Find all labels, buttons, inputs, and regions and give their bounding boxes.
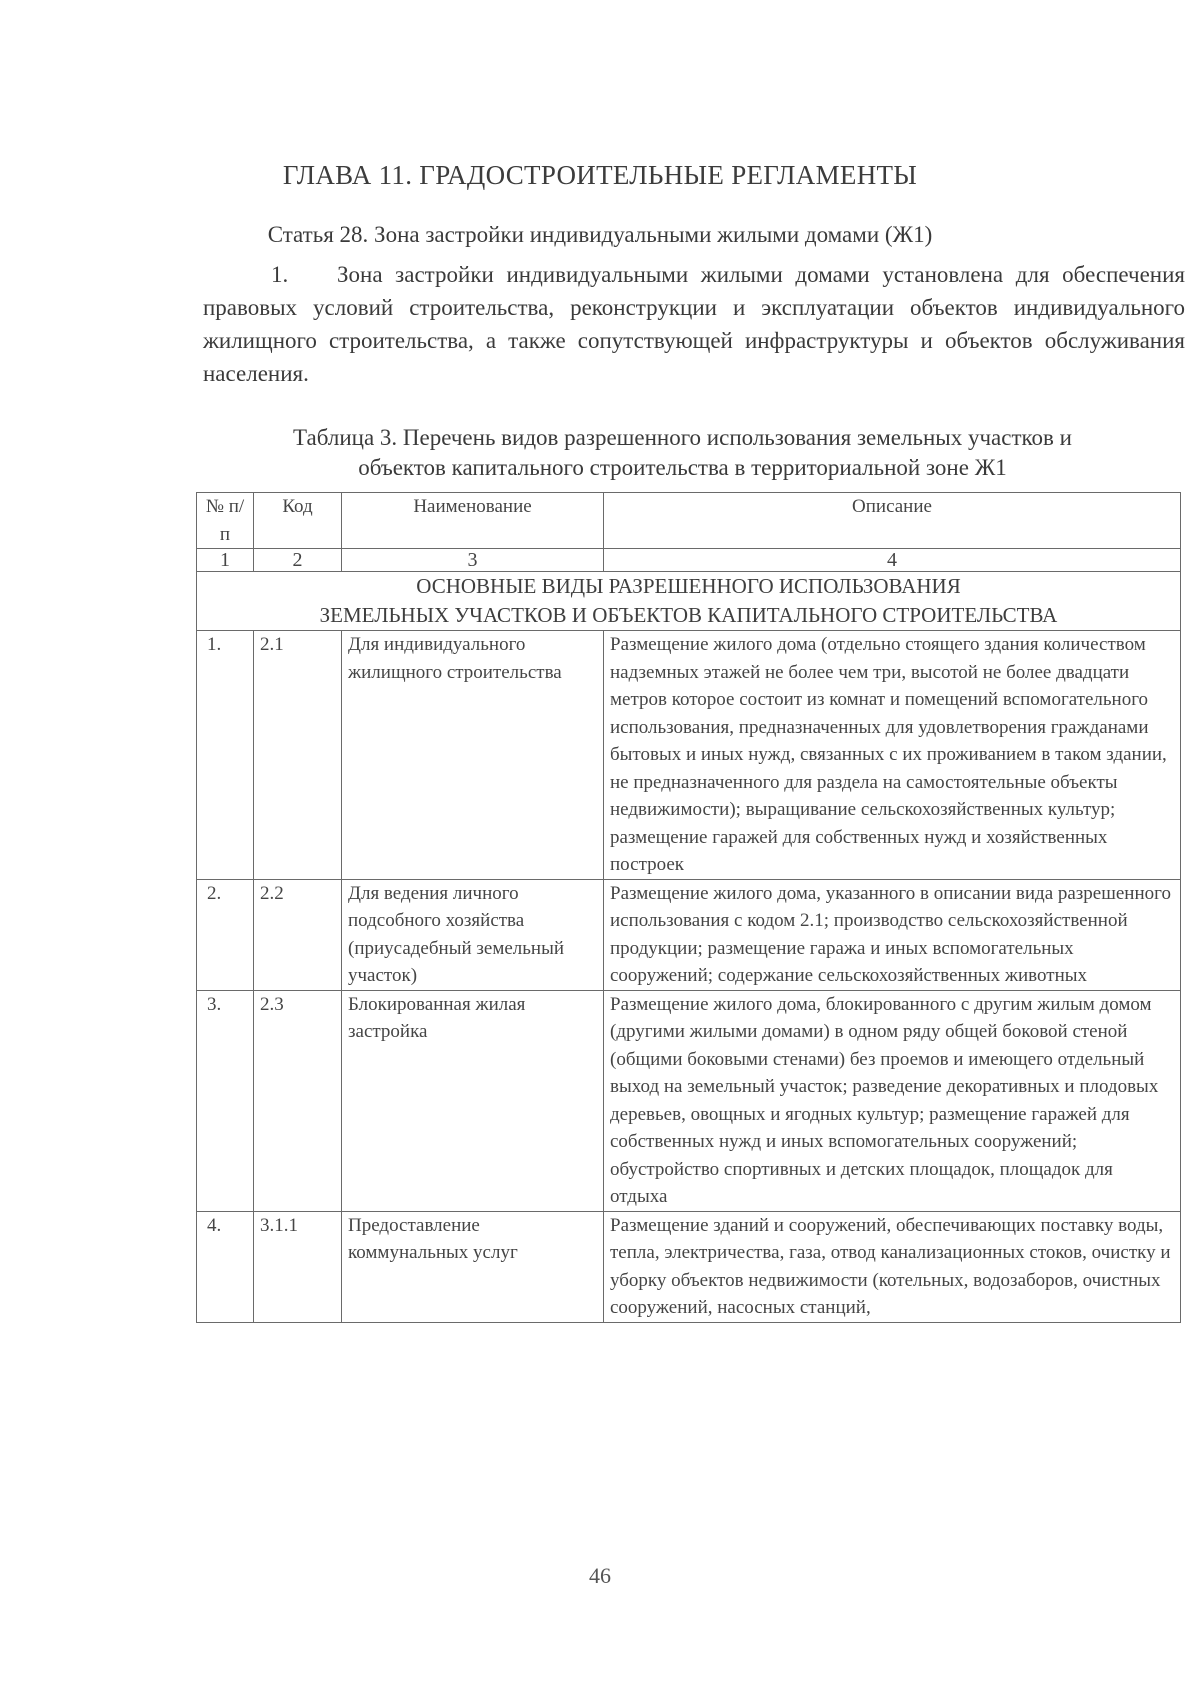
row-code: 3.1.1: [254, 1211, 342, 1322]
table-row: [197, 879, 1181, 990]
row-desc: Размещение жилого дома (отдельно стоящего здания количеством надземных этажей не более чем три, высотой не более двадцати метров которое состоит из комнат и помещений вспомогательного использования, предназначенных для удовлетворения гражданами бытовых и иных нужд, связанных с их проживанием в таком здании, не предназначенного для раздела на самостоятельные объекты недвижимости); выращивание сельскохозяйственных культур; размещение гаражей для собственных нужд и хозяйственных построек: [604, 631, 1181, 880]
row-code: 2.3: [254, 990, 342, 1211]
article-title: Статья 28. Зона застройки индивидуальными жилыми домами (Ж1): [267, 222, 933, 247]
row-num: 2.: [197, 879, 254, 990]
paragraph-text: Зона застройки индивидуальными жилыми домами установлена для обеспечения правовых условий строительства, реконструкции и эксплуатации объектов индивидуального жилищного строительства, а также сопутствующей инфраструктуры и объектов обслуживания населения.: [203, 262, 1185, 386]
section-header-line: ОСНОВНЫЕ ВИДЫ РАЗРЕШЕННОГО ИСПОЛЬЗОВАНИЯ: [416, 574, 961, 598]
paragraph-number: 1.: [271, 262, 289, 287]
row-desc: Размещение жилого дома, блокированного с другим жилым домом (другими жилыми домами) в одном ряду общей боковой стеной (общими боковыми стенами) без проемов и имеющего отдельный выход на земельный участок; разведение декоративных и плодовых деревьев, овощных и ягодных культур; размещение гаражей для собственных нужд и иных вспомогательных сооружений; обустройство спортивных и детских площадок, площадок для отдыха: [604, 990, 1181, 1211]
page-number: 46: [589, 1563, 611, 1588]
row-desc: Размещение зданий и сооружений, обеспечивающих поставку воды, тепла, электричества, газа, отвод канализационных стоков, очистку и уборку объектов недвижимости (котельных, водозаборов, очистных сооружений, насосных станций,: [604, 1211, 1181, 1322]
table-caption-line: Таблица 3. Перечень видов разрешенного использования земельных участков и: [293, 425, 1072, 450]
column-number-row: [197, 549, 1181, 572]
row-num: 1.: [197, 631, 254, 880]
section-header: [197, 572, 1181, 631]
table-header-row: [197, 493, 1181, 549]
table-row: [197, 631, 1181, 880]
table-caption: [180, 423, 1185, 483]
row-num: 3.: [197, 990, 254, 1211]
section-header-line: ЗЕМЕЛЬНЫХ УЧАСТКОВ И ОБЪЕКТОВ КАПИТАЛЬНОГО СТРОИТЕЛЬСТВА: [319, 603, 1058, 627]
permitted-use-table: [196, 492, 1181, 1323]
row-name: Предоставление коммунальных услуг: [342, 1211, 604, 1322]
header-code: Код: [254, 493, 342, 549]
row-name: Блокированная жилая застройка: [342, 990, 604, 1211]
column-number: 1: [197, 549, 254, 572]
article-paragraph: [203, 258, 1185, 390]
table-row: [197, 1211, 1181, 1322]
row-code: 2.1: [254, 631, 342, 880]
chapter-title: ГЛАВА 11. ГРАДОСТРОИТЕЛЬНЫЕ РЕГЛАМЕНТЫ: [282, 160, 918, 190]
row-name: Для ведения личного подсобного хозяйства (приусадебный земельный участок): [342, 879, 604, 990]
column-number: 3: [342, 549, 604, 572]
header-num: № п/п: [197, 493, 254, 549]
table-row: [197, 990, 1181, 1211]
row-desc: Размещение жилого дома, указанного в описании вида разрешенного использования с кодом 2.1; производство сельскохозяйственной продукции; размещение гаража и иных вспомогательных сооружений; содержание сельскохозяйственных животных: [604, 879, 1181, 990]
column-number: 2: [254, 549, 342, 572]
section-header-row: [197, 572, 1181, 631]
row-code: 2.2: [254, 879, 342, 990]
header-desc: Описание: [604, 493, 1181, 549]
row-num: 4.: [197, 1211, 254, 1322]
column-number: 4: [604, 549, 1181, 572]
header-name: Наименование: [342, 493, 604, 549]
table-caption-line: объектов капитального строительства в территориальной зоне Ж1: [358, 455, 1007, 480]
row-name: Для индивидуального жилищного строительства: [342, 631, 604, 880]
